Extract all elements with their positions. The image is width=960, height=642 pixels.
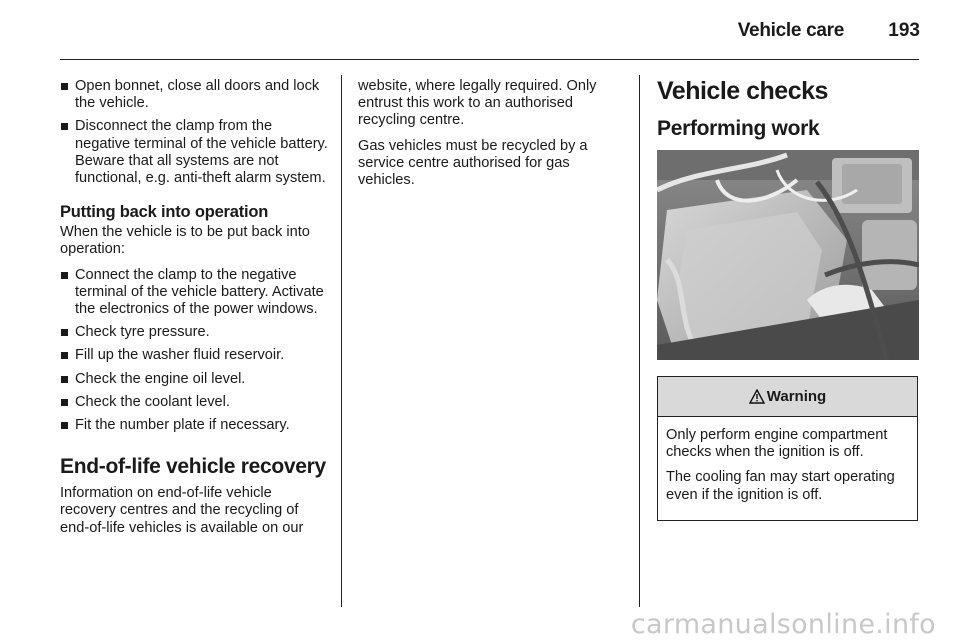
bullet-list-shutdown	[60, 78, 330, 187]
section-title: Vehicle care	[737, 20, 844, 41]
list-item: Connect the clamp to the negative terminal of the vehicle battery. Activate the electronics of the power windows.	[60, 267, 330, 319]
warning-header	[658, 377, 917, 417]
putting-back-intro: When the vehicle is to be put back into operation:	[60, 224, 310, 258]
page-header	[0, 0, 960, 60]
list-item: Fill up the washer fluid reservoir.	[60, 347, 330, 364]
warning-title: Warning	[766, 388, 827, 405]
putting-back-heading: Putting back into operation	[60, 203, 269, 222]
list-item: Check tyre pressure.	[60, 324, 330, 341]
recycling-paragraph: website, where legally required. Only entrust this work to an authorised recycling centre.	[358, 78, 597, 129]
gas-vehicle-paragraph: Gas vehicles must be recycled by a service centre authorised for gas vehicles.	[358, 137, 588, 189]
warning-text-1: Only perform engine compartment checks when the ignition is off.	[666, 427, 888, 461]
page-number: 193	[888, 20, 920, 41]
warning-triangle-icon	[749, 389, 765, 404]
column-divider-1	[341, 75, 342, 607]
list-item: Check the coolant level.	[60, 394, 330, 411]
eol-heading: End-of-life vehicle recovery	[60, 455, 326, 479]
list-item: Disconnect the clamp from the negative terminal of the vehicle battery. Beware that all systems are not functional, e.g. anti-theft alarm system.	[60, 118, 330, 187]
vehicle-checks-heading: Vehicle checks	[657, 77, 828, 105]
column-right	[657, 76, 919, 521]
list-item: Fit the number plate if necessary.	[60, 417, 330, 434]
column-middle	[358, 78, 628, 189]
warning-box	[657, 376, 918, 521]
warning-body	[658, 417, 917, 520]
list-item: Open bonnet, close all doors and lock the vehicle.	[60, 78, 330, 112]
eol-text: Information on end-of-life vehicle recovery centres and the recycling of end-of-life vehicles is available on our	[60, 485, 304, 536]
engine-compartment-photo	[657, 150, 919, 360]
performing-work-heading: Performing work	[657, 117, 820, 140]
column-divider-2	[639, 75, 640, 607]
watermark: carmanualsonline.info	[630, 609, 936, 640]
list-item: Check the engine oil level.	[60, 371, 330, 388]
column-left	[60, 78, 330, 537]
header-rule	[60, 59, 919, 60]
bullet-list-restart	[60, 267, 330, 435]
warning-text-2: The cooling fan may start operating even if the ignition is off.	[666, 469, 895, 503]
